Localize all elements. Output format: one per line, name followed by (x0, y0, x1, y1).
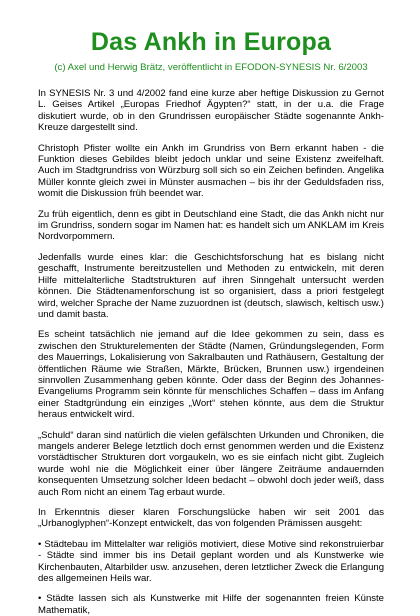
document-subtitle: (c) Axel und Herwig Brätz, veröffentlicht in EFODON-SYNESIS Nr. 6/2003 (54, 62, 368, 73)
paragraph-7: In Erkenntnis dieser klaren Forschungslücke haben wir seit 2001 das „Urbanoglyphen“-Konzept entwickelt, das von folgenden Prämissen ausgeht: (38, 507, 384, 530)
document-title: Das Ankh in Europa (90, 28, 332, 56)
bullet-item-2: • Städte lassen sich als Kunstwerke mit Hilfe der sogenannten freien Künste Mathematik, (38, 593, 384, 616)
paragraph-3: Zu früh eigentlich, denn es gibt in Deutschland eine Stadt, die das Ankh nicht nur im Grundriss, sondern sogar im Namen hat: es handelt sich um ANKLAM im Kreis Nordvorpommern. (38, 208, 384, 243)
paragraph-2: Christoph Pfister wollte ein Ankh im Grundriss von Bern erkannt haben - die Funktion dieses Gebildes bleibt jedoch unklar und seine Existenz zweifelhaft. Auch im Stadtgrundriss von Würzburg soll sich so ein Zeichen befinden. Angelika Müller konnte gleich zwei in Münster ausmachen – bis ihr der Geduldsfaden riss, womit die Diskussion früh beendet war. (38, 142, 384, 200)
bullet-item-1: • Städtebau im Mittelalter war religiös motiviert, diese Motive sind rekonstruierbar - Städte sind immer bis ins Detail geplant worden und als Kunstwerke wie Kirchenbauten, Altarbilder usw. anzusehen, deren letztlicher Zweck die Erlangung des allgemeinen Heils war. (38, 538, 384, 585)
paragraph-1: In SYNESIS Nr. 3 und 4/2002 fand eine kurze aber heftige Diskussion zu Gernot L. Geises Artikel „Europas Friedhof Ägypten?“ statt, in der u.a. die Frage diskutiert wurde, ob in den Grundrissen europäischer Städte sogenannte Ankh-Kreuze dargestellt sind. (38, 88, 384, 134)
paragraph-6: „Schuld“ daran sind natürlich die vielen gefälschten Urkunden und Chroniken, die mangels anderer Belege letztlich doch ernst genommen werden und die Existenz vorstädtischer Strukturen dort vorgaukeln, wo es sie einfach nicht gibt. Zugleich wurde wohl nie die Möglichkeit einer über längere Zeiträume andauernden konsequenten Umsetzung solcher Ideen bedacht – obwohl doch jeder weiß, dass auch Rom nicht an einem Tag erbaut wurde. (38, 429, 384, 498)
paragraph-5: Es scheint tatsächlich nie jemand auf die Idee gekommen zu sein, dass es zwischen den Strukturelementen der Städte (Namen, Gründungslegenden, Form des Mauerrings, Lokalisierung von Sakralbauten und Rathäusern, Gestaltung der öffentlichen Räume wie Straßen, Märkte, Brücken, Brunnen usw.) irgendeinen sinnvollen Zusammenhang geben könnte. Oder dass der Beginn des Johannes-Evangeliums Programm sein könnte für menschliches Schaffen – dass im Anfang einer Stadtgründung ein einziges „Wort“ stehen könnte, aus dem die Struktur heraus entwickelt wird. (38, 329, 384, 421)
paragraph-4: Jedenfalls wurde eines klar: die Geschichtsforschung hat es bislang nicht geschafft, Instrumente bereitzustellen und Methoden zu entwickeln, mit deren Hilfe mittelalterliche Stadtstrukturen auf ihren Sinngehalt untersucht werden können. Die Städtenamenforschung ist so organisiert, dass a priori festgelegt wird, welcher Sprache der Name zuzuordnen ist (deutsch, slawisch, keltisch usw.) und damit basta. (38, 251, 384, 320)
